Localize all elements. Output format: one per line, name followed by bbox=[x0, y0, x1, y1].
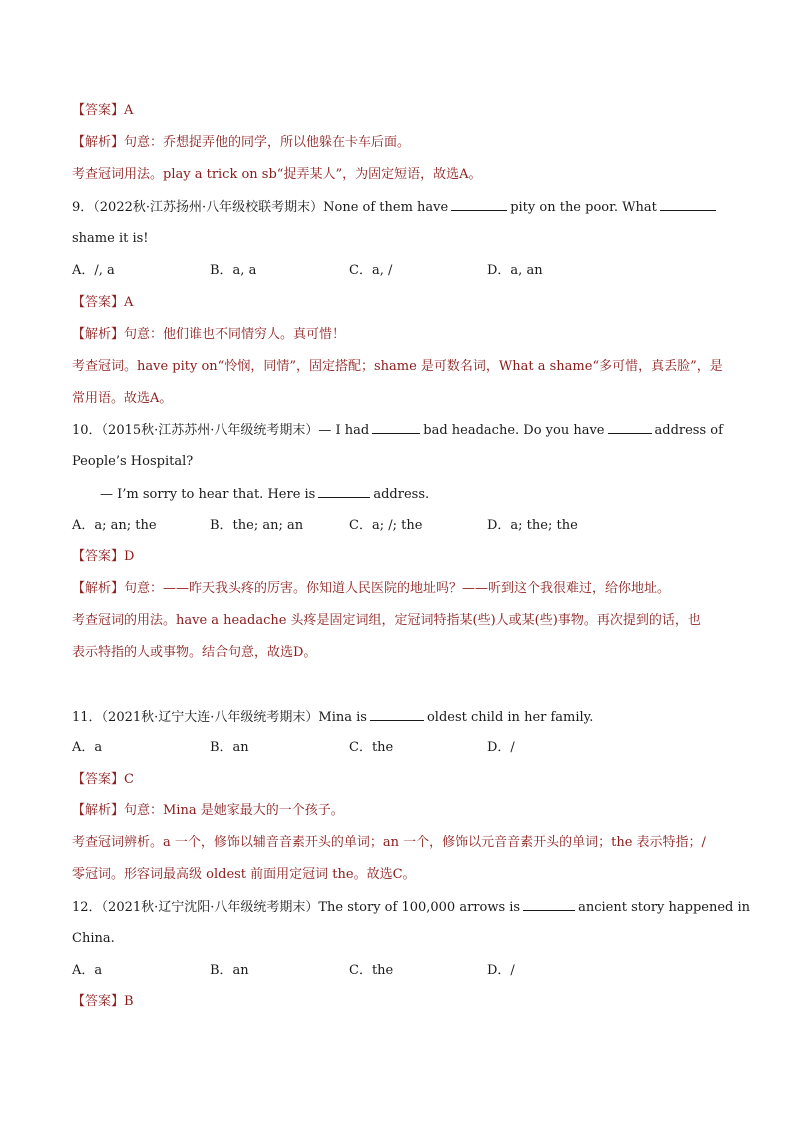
q12-answer: 【答案】B bbox=[72, 994, 134, 1009]
q11-stem-part-a: 11．（2021秋·辽宁大连·八年级统考期末）Mina is bbox=[72, 710, 367, 725]
q12-stem-cont: China. bbox=[72, 931, 115, 946]
q10-reply bbox=[100, 485, 429, 504]
q10-option-a: A．a; an; the bbox=[72, 518, 157, 533]
q10-blank-1 bbox=[372, 421, 420, 434]
q11-explanation-2: 零冠词。形容词最高级 oldest 前面用定冠词 the。故选C。 bbox=[72, 867, 416, 882]
q11-option-d: D．/ bbox=[487, 740, 515, 755]
q11-stem bbox=[72, 708, 593, 727]
q9-explanation-2: 常用语。故选A。 bbox=[72, 391, 173, 406]
q9-option-a: A．/, a bbox=[72, 263, 115, 278]
q10-stem-part-b: bad headache. Do you have bbox=[423, 423, 605, 438]
q10-stem bbox=[72, 421, 723, 440]
q10-stem-cont: People’s Hospital? bbox=[72, 454, 194, 469]
q9-option-d: D．a, an bbox=[487, 263, 543, 278]
q10-option-c: C．a; /; the bbox=[349, 518, 423, 533]
q8-explanation: 考查冠词用法。play a trick on sb“捉弄某人”，为固定短语，故选A。 bbox=[72, 167, 482, 182]
q11-blank-1 bbox=[370, 708, 424, 721]
q10-blank-2 bbox=[608, 421, 652, 434]
q9-blank-1 bbox=[451, 198, 507, 211]
q9-analysis: 【解析】句意：他们谁也不同情穷人。真可惜！ bbox=[72, 327, 346, 342]
q10-answer: 【答案】D bbox=[72, 549, 135, 564]
q12-blank-1 bbox=[523, 898, 575, 911]
q9-stem bbox=[72, 198, 719, 217]
q8-answer: 【答案】A bbox=[72, 103, 134, 118]
q8-analysis: 【解析】句意：乔想捉弄他的同学，所以他躲在卡车后面。 bbox=[72, 135, 411, 150]
q9-option-c: C．a, / bbox=[349, 263, 393, 278]
q10-explanation-2: 表示特指的人或事物。结合句意，故选D。 bbox=[72, 645, 317, 660]
q10-blank-3 bbox=[318, 485, 370, 498]
q10-analysis: 【解析】句意：——昨天我头疼的厉害。你知道人民医院的地址吗？——听到这个我很难过，给你地址。 bbox=[72, 581, 671, 596]
q11-option-b: B．an bbox=[210, 740, 249, 755]
q12-option-b: B．an bbox=[210, 963, 249, 978]
q12-stem bbox=[72, 898, 750, 917]
q12-stem-part-a: 12．（2021秋·辽宁沈阳·八年级统考期末）The story of 100,000 arrows is bbox=[72, 900, 521, 915]
q9-option-b: B．a, a bbox=[210, 263, 257, 278]
q10-stem-part-a: 10．（2015秋·江苏苏州·八年级统考期末）— I had bbox=[72, 423, 370, 438]
q11-option-c: C．the bbox=[349, 740, 394, 755]
q11-stem-part-b: oldest child in her family. bbox=[426, 710, 594, 725]
q10-stem-part-c: address of bbox=[654, 423, 723, 438]
q9-answer: 【答案】A bbox=[72, 295, 134, 310]
q10-option-b: B．the; an; an bbox=[210, 518, 304, 533]
q12-option-d: D．/ bbox=[487, 963, 515, 978]
q10-reply-part-b: address. bbox=[373, 487, 430, 502]
q9-explanation-1: 考查冠词。have pity on“怜悯，同情”，固定搭配；shame 是可数名词，What a shame“多可惜，真丢脸”，是 bbox=[72, 359, 723, 374]
q11-answer: 【答案】C bbox=[72, 772, 134, 787]
q9-stem-cont: shame it is! bbox=[72, 231, 149, 246]
q10-reply-part-a: — I’m sorry to hear that. Here is bbox=[100, 487, 316, 502]
q9-blank-2 bbox=[660, 198, 716, 211]
q11-analysis: 【解析】句意：Mina 是她家最大的一个孩子。 bbox=[72, 803, 344, 818]
q11-option-a: A．a bbox=[72, 740, 103, 755]
q12-option-a: A．a bbox=[72, 963, 103, 978]
q12-stem-part-b: ancient story happened in bbox=[578, 900, 751, 915]
q11-explanation-1: 考查冠词辨析。a 一个，修饰以辅音音素开头的单词；an 一个，修饰以元音音素开头的单词；the 表示特指；/ bbox=[72, 835, 706, 850]
q12-option-c: C．the bbox=[349, 963, 394, 978]
q9-stem-part-a: 9．（2022秋·江苏扬州·八年级校联考期末）None of them have bbox=[72, 200, 449, 215]
q10-explanation-1: 考查冠词的用法。have a headache 头疼是固定词组，定冠词特指某(些)人或某(些)事物。再次提到的话，也 bbox=[72, 613, 701, 628]
q10-option-d: D．a; the; the bbox=[487, 518, 578, 533]
q9-stem-part-b: pity on the poor. What bbox=[510, 200, 657, 215]
